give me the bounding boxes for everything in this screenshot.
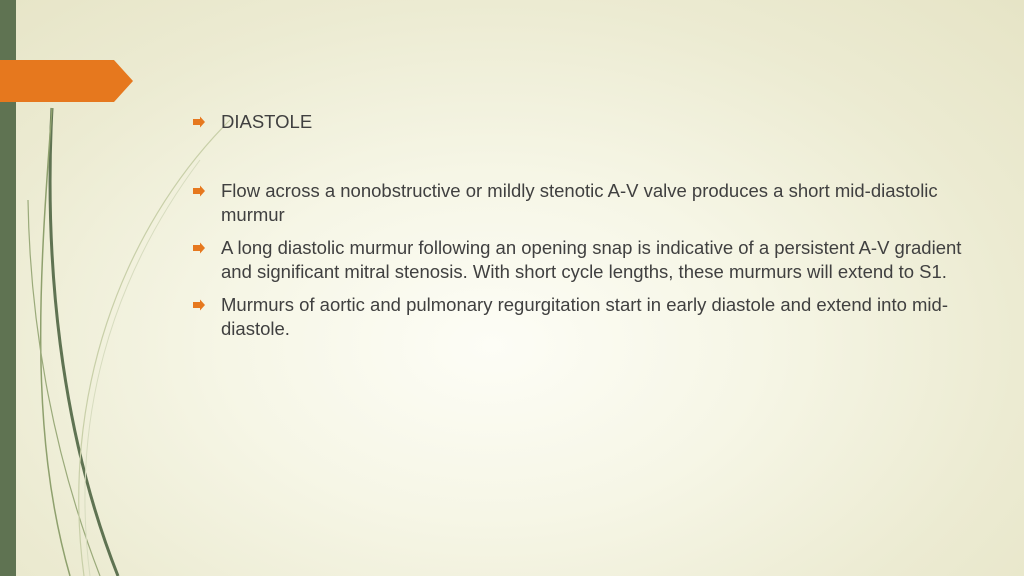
bullet-text: A long diastolic murmur following an opening snap is indicative of a persistent A-V gradient and significant mitral stenosis. With short cycle lengths, these murmurs will extend to S1. [221, 237, 962, 282]
orange-tab-arrow [0, 0, 140, 120]
bullet-item-short-mid-diastolic [192, 179, 972, 227]
arrow-bullet-icon [192, 299, 206, 311]
bullet-item-long-diastolic [192, 236, 972, 284]
bullet-item-regurgitation [192, 293, 972, 341]
bullet-text: Murmurs of aortic and pulmonary regurgitation start in early diastole and extend into mid-diastole. [221, 294, 948, 339]
bullet-text: Flow across a nonobstructive or mildly stenotic A-V valve produces a short mid-diastolic murmur [221, 180, 938, 225]
slide-content [192, 110, 972, 341]
bullet-text: DIASTOLE [221, 111, 313, 132]
arrow-bullet-icon [192, 116, 206, 128]
arrow-bullet-icon [192, 185, 206, 197]
bullet-item-diastole [192, 110, 972, 134]
arrow-bullet-icon [192, 242, 206, 254]
